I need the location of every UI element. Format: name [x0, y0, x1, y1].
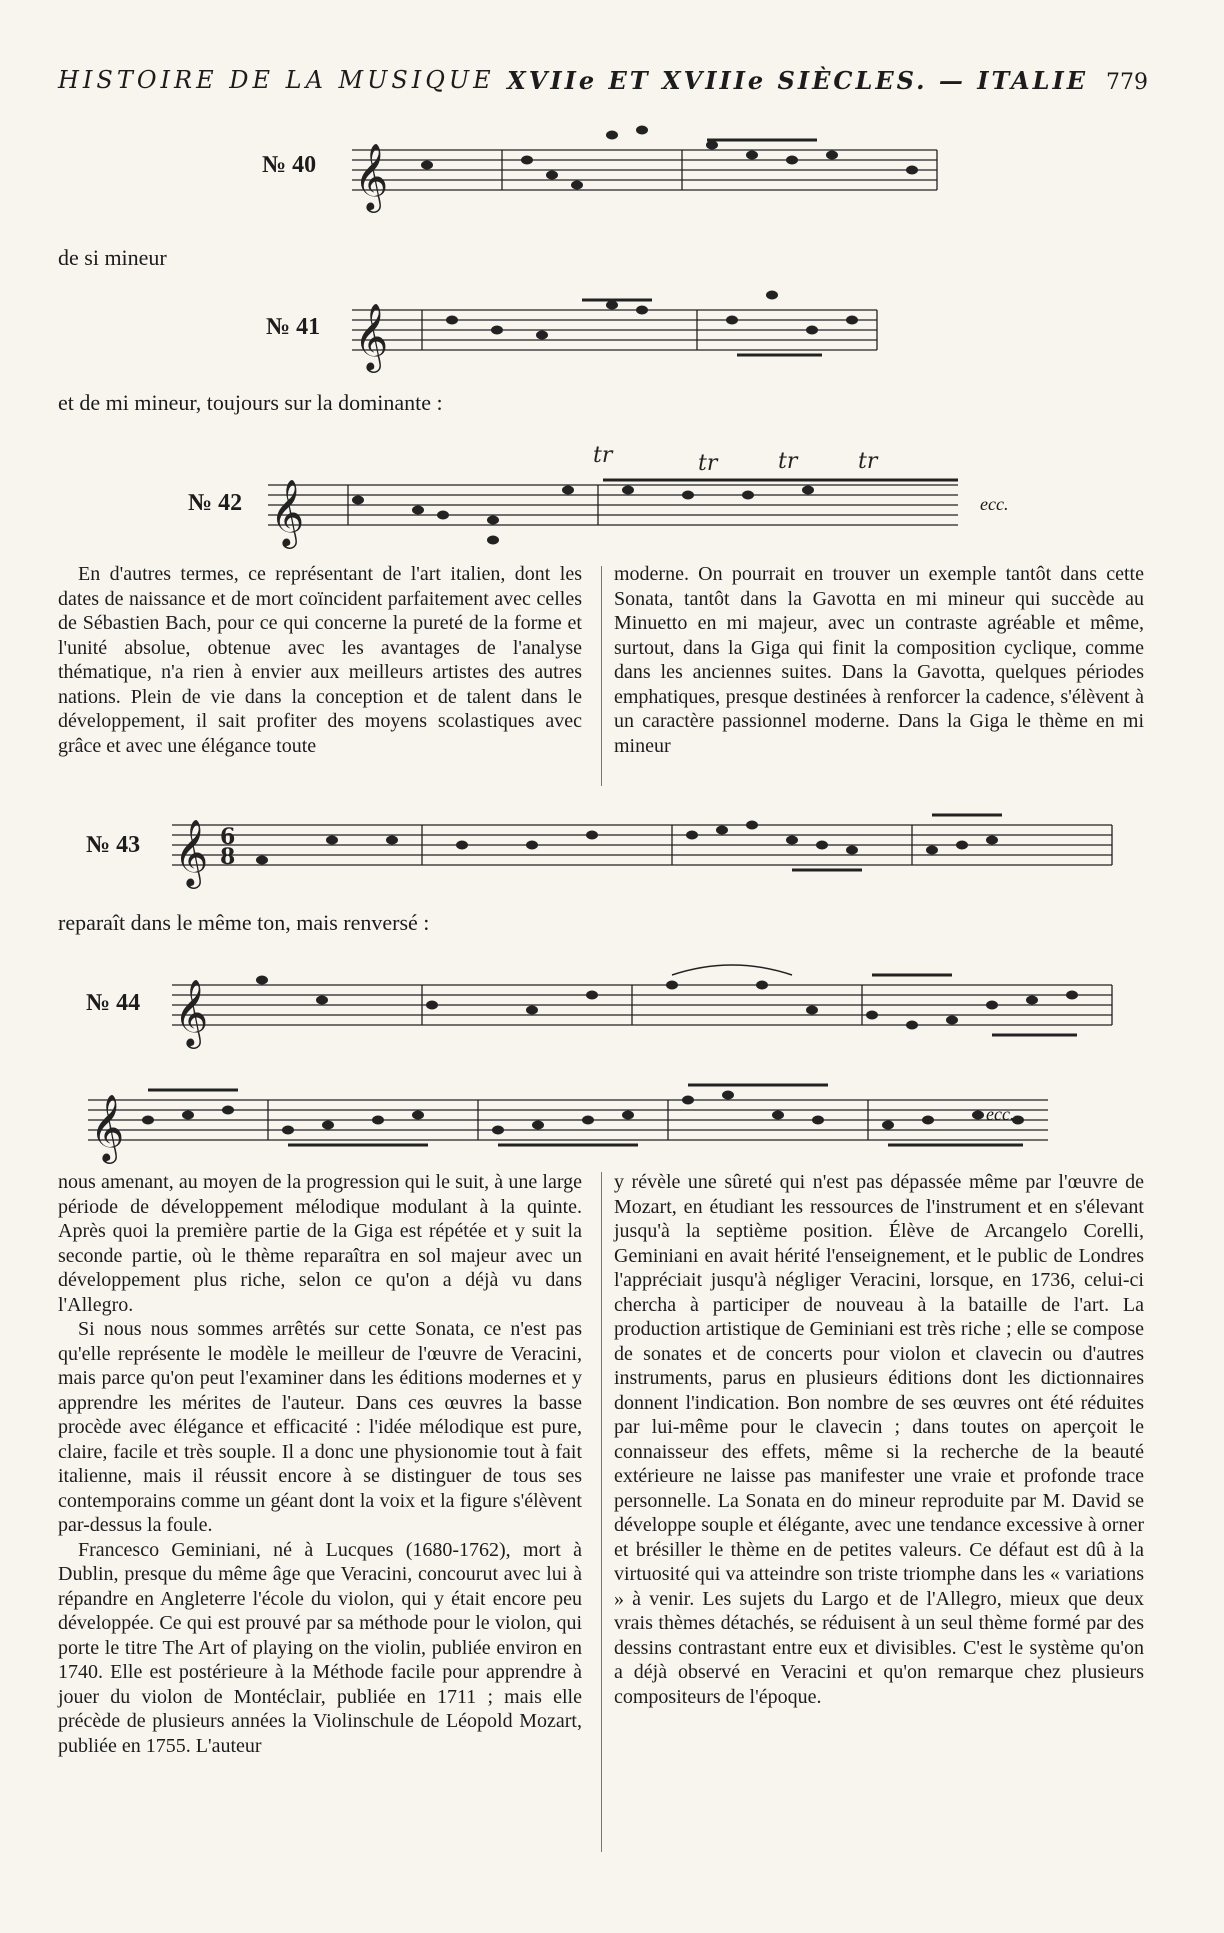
- trill-icon: tr: [593, 443, 613, 468]
- treble-clef-icon: 𝄞: [354, 142, 389, 210]
- paragraph: moderne. On pourrait en trouver un exemple tantôt dans cette Sonata, tantôt dans la Gavotta en mi mineur qui succède au Minuetto en mi majeur, avec un contraste agréable et même, surtout, dans la Giga qui finit la composition cyclique, comme dans les anciennes suites. Dans la Gavotta, quelques périodes emphatiques, presque destinées à renforcer la cadence, s'élèvent à un caractère passionnel moderne. Dans la Giga le thème en mi mineur: [614, 563, 1144, 757]
- example-41-number: № 41: [266, 314, 321, 340]
- svg-text:8: 8: [220, 844, 236, 870]
- paragraph: y révèle une sûreté qui n'est pas dépassée même par l'œuvre de Mozart, en étudiant les ressources de l'instrument et en s'élevant jusqu'à la septième position. Élève de Arcangelo Corelli, Geminiani en avait hérité l'enseignement, et le public de Londres l'appréciait jusqu'à négliger Veracini, lorsque, en 1736, celui-ci chercha à participer de nouveau à la bataille de l'art. La production artistique de Geminiani est très riche ; elle se compose de sonates et de concerts pour violon et clavecin ou d'autres instruments, parus en plusieurs éditions dont les dictionnaires donnent l'indication. Bon nombre de ses œuvres ont été réduites par lui-même pour le clavecin ; dans toutes on aperçoit le connaisseur des effets, même si la recherche de la beauté extérieure ne laisse pas manifester une vraie et profonde trace personnelle. La Sonata en do mineur reproduite par M. David se développe souple et élégante, avec une tendance excessive à orner et brésiller le thème en de petites valeurs. Ce défaut est dû à la virtuosité qui va atteindre son triste triomphe dans les « variations » à venir. Les sujets du Largo et de l'Allegro, mieux que deux vrais thèmes détachés, se réduisent à un seul thème formé par des dessins contrastant entre eux et divisibles. C'est le système qu'on a déjà observé en Veracini et qu'on remarque chez plusieurs compositeurs de l'époque.: [614, 1171, 1144, 1708]
- ecc-label-44: ecc.: [986, 1104, 1015, 1124]
- text-column-right-1: [614, 562, 1144, 758]
- trill-icon: tr: [858, 449, 878, 474]
- example-44-number: № 44: [86, 990, 141, 1016]
- example-42-number: № 42: [188, 490, 243, 516]
- treble-clef-icon: 𝄞: [270, 478, 305, 546]
- music-example-41: [352, 290, 882, 370]
- example-40-number: № 40: [262, 152, 317, 178]
- music-example-44-line-2: [88, 1075, 1128, 1165]
- paragraph: Si nous nous sommes arrêtés sur cette Sonata, ce n'est pas qu'elle représente le modèle le meilleur de l'œuvre de Veracini, mais parce qu'on peut l'examiner dans les éditions modernes et y apprendre les mérites de l'auteur. Dans ces œuvres la basse procède avec élégance et efficacité : l'idée mélodique est pure, claire, facile et très souple. Il a donc une physionomie tout à fait italienne, mais il réussit encore à se distinguer de tous ses contemporains comme un géant dont la voix et la figure s'élèvent par-dessus la foule.: [58, 1318, 582, 1536]
- paragraph: nous amenant, au moyen de la progression qui le suit, à une large période de développement mélodique modulant à la quinte. Après quoi la première partie de la Giga est répétée et y suit la seconde partie, où le thème reparaîtra en sol majeur avec un développement plus riche, selon ce qu'on a déjà vu dans l'Allegro.: [58, 1171, 582, 1316]
- column-divider: [601, 1172, 602, 1852]
- header-section: XVIIe ET XVIIIe SIÈCLES. — ITALIE: [507, 66, 1088, 95]
- paragraph: Francesco Geminiani, né à Lucques (1680-1762), mort à Dublin, presque du même âge que Veracini, concourut avec lui à répandre en Angleterre l'école du violon, qui y était encore peu développée. Ce qui est prouvé par sa méthode pour le violon, qui porte le titre The Art of playing on the violin, publiée environ en 1740. Elle est postérieure à la Méthode facile pour apprendre à jouer du violon de Montéclair, publiée en 1711 ; mais elle précède de plusieurs années la Violinschule de Léopold Mozart, publiée en 1755. L'auteur: [58, 1538, 582, 1757]
- ecc-label-42: ecc.: [980, 494, 1009, 514]
- caption-si-mineur: de si mineur: [58, 245, 167, 270]
- caption-mi-mineur-dominante: et de mi mineur, toujours sur la dominante :: [58, 390, 443, 415]
- text-column-right-2: [614, 1170, 1144, 1709]
- music-example-42: [268, 440, 968, 560]
- page-number: 779: [1106, 70, 1148, 95]
- column-divider: [601, 566, 602, 786]
- paragraph: En d'autres termes, ce représentant de l'art italien, dont les dates de naissance et de mort coïncident parfaitement avec celles de Sébastien Bach, pour ce qui concerne la pureté de la forme et l'unité absolue, obtenue avec les avantages de l'analyse thématique, n'a rien à envier aux meilleurs artistes des autres nations. Plein de vie dans la conception et de talent dans le développement, il sait profiter des moyens scolastiques avec grâce et avec une élégance toute: [58, 563, 582, 757]
- treble-clef-icon: 𝄞: [90, 1093, 125, 1161]
- music-example-44-line-1: [172, 960, 1122, 1050]
- caption-reparait: reparaît dans le même ton, mais renversé :: [58, 910, 430, 935]
- trill-icon: tr: [778, 449, 798, 474]
- treble-clef-icon: 𝄞: [354, 302, 389, 370]
- music-example-43: [172, 800, 1122, 890]
- running-header: [58, 66, 1148, 96]
- header-title-right: [507, 66, 1148, 95]
- music-example-40: [352, 130, 942, 210]
- svg-text:6: 6: [220, 824, 236, 850]
- treble-clef-icon: 𝄞: [174, 818, 209, 886]
- header-title-left: HISTOIRE DE LA MUSIQUE: [58, 66, 495, 94]
- trill-icon: tr: [698, 451, 718, 476]
- text-column-left-2: [58, 1170, 582, 1758]
- example-43-number: № 43: [86, 832, 141, 858]
- treble-clef-icon: 𝄞: [174, 978, 209, 1046]
- text-column-left-1: [58, 562, 582, 758]
